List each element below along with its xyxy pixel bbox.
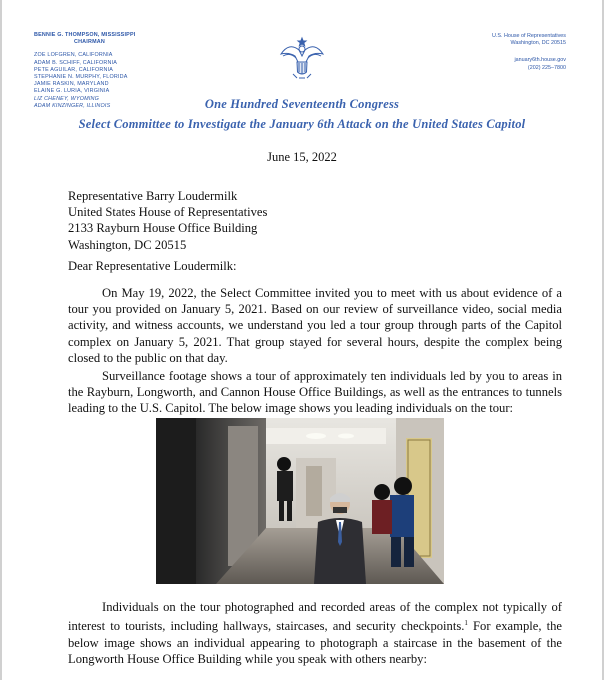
- member-name: LIZ CHENEY, WYOMING: [34, 95, 100, 102]
- address-line: 2133 Rayburn House Office Building: [68, 221, 258, 236]
- salutation: Dear Representative Loudermilk:: [68, 259, 237, 273]
- chairman-name: BENNIE G. THOMPSON, MISSISSIPPI: [34, 32, 136, 38]
- member-name: STEPHANIE N. MURPHY, FLORIDA: [34, 74, 128, 81]
- member-name: ZOE LOFGREN, CALIFORNIA: [34, 52, 113, 59]
- letterhead-address: [492, 33, 566, 72]
- phone-number: (202) 225–7800: [527, 64, 566, 71]
- city-address-line: Washington, DC 20515: [510, 40, 566, 47]
- eagle-seal-icon: [279, 34, 325, 82]
- recipient-address: [68, 188, 562, 253]
- address-line: United States House of Representatives: [68, 205, 268, 220]
- footnote-ref[interactable]: 1: [464, 619, 468, 628]
- website-link[interactable]: january6th.house.gov: [514, 57, 566, 64]
- letter-date: June 15, 2022: [267, 150, 337, 164]
- paragraph-1: On May 19, 2022, the Select Committee invited you to meet with us about evidence of a tour you provided on January 5, 2021. Based on our review of surveillance video, social media activity, and witness accounts, we understand you led a tour group through parts of the Capitol complex on January 5, 2021. That group stayed for several hours, despite the complex being closed to the public on that day.: [68, 286, 562, 365]
- chairman-title: CHAIRMAN: [74, 39, 105, 46]
- congress-title: One Hundred Seventeenth Congress: [204, 97, 400, 111]
- member-name: ADAM B. SCHIFF, CALIFORNIA: [34, 59, 118, 66]
- member-name: JAMIE RASKIN, MARYLAND: [34, 81, 109, 88]
- member-name: PETE AGUILAR, CALIFORNIA: [34, 66, 114, 73]
- house-address-line: U.S. House of Representatives: [491, 33, 566, 39]
- paragraph-2: Surveillance footage shows a tour of approximately ten individuals led by you to areas in the Rayburn, Longworth, and Cannon House Office Buildings, as well as the entrances to tunnels leading to the U.S. Capitol. The below image shows you leading individuals on the tour:: [68, 369, 562, 416]
- committee-title: Select Committee to Investigate the January 6th Attack on the United States Capitol: [78, 117, 526, 131]
- member-name: ADAM KINZINGER, ILLINOIS: [34, 102, 111, 109]
- member-name: ELAINE G. LURIA, VIRGINIA: [34, 88, 110, 95]
- surveillance-photo: [156, 418, 444, 584]
- paragraph-3: [68, 599, 562, 667]
- address-line: Washington, DC 20515: [68, 237, 187, 252]
- paragraph-3-text: For example, the below image shows an individual appearing to photograph a staircase in the basement of the Longworth House Office Building while you speak with others nearby:: [68, 619, 562, 666]
- paragraph-3-text: Individuals on the tour photographed and recorded areas of the complex not typically of interest to tourists, including hallways, staircases, and security checkpoints.: [68, 600, 562, 634]
- address-line: Representative Barry Loudermilk: [68, 189, 238, 203]
